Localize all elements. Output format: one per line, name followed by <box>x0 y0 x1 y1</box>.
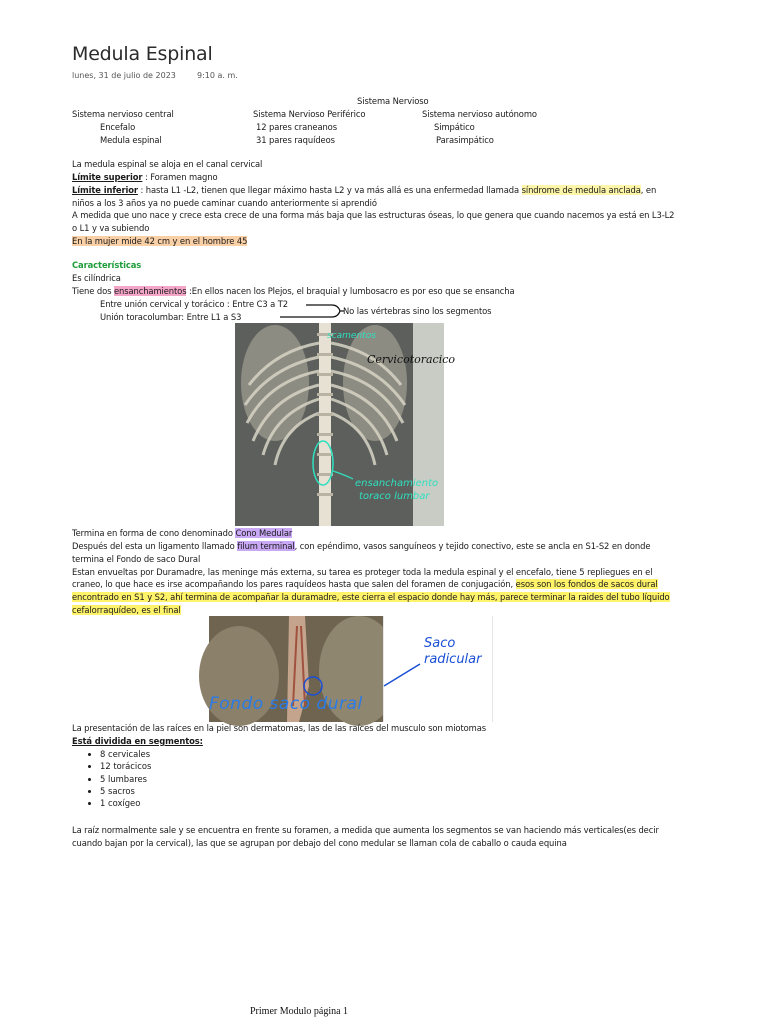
paragraph: Estan envueltas por Duramadre, las meninge más externa, su tarea es proteger toda la medula espinal y el encefalo, tiene 5 repliegues en el <box>72 567 653 577</box>
table-col2-header: Sistema Nervioso Periférico <box>253 109 366 119</box>
limite-inferior-text: : hasta L1 -L2, tienen que llegar máximo hasta L2 y va más allá es una enfermedad llamada <box>137 185 522 195</box>
table-col1-header: Sistema nervioso central <box>72 109 174 119</box>
paragraph: La raíz normalmente sale y se encuentra en frente su foramen, a medida que aumenta los segmentos se van haciendo más verticales(es decir <box>72 825 659 835</box>
text: Termina en forma de cono denominado <box>72 528 236 538</box>
list-item: • 5 lumbares <box>100 773 151 785</box>
text: Tiene dos <box>72 286 114 296</box>
handwritten-note: ensanchamiento <box>355 478 439 489</box>
text: Después del esta un ligamento llamado <box>72 541 238 551</box>
handwritten-note: Saco <box>424 636 456 651</box>
table-col3-header: Sistema nervioso autónomo <box>422 109 537 119</box>
cono-line <box>72 527 292 540</box>
limite-superior-text: : Foramen magno <box>142 172 218 182</box>
handwritten-note: radicular <box>424 652 482 667</box>
mide-line <box>72 235 247 248</box>
handwritten-note: Fondo saco dural <box>209 694 363 714</box>
table-col2-item: 31 pares raquídeos <box>256 135 335 145</box>
paragraph: niños a los 3 años ya no puede caminar cuando anteriormente si aprendió <box>72 198 377 208</box>
page-footer: Primer Modulo página 1 <box>250 1006 349 1017</box>
highlight-sindrome: síndrome de medula anclada <box>521 185 641 195</box>
text: , con epéndimo, vasos sanguíneos y tejido conectivo, este se ancla en S1-S2 en donde <box>294 541 651 551</box>
limite-inferior-end: , en <box>640 185 657 195</box>
table-col2-item: 12 pares craneanos <box>256 122 337 132</box>
highlight-filum: filum terminal <box>237 541 295 551</box>
note-date: lunes, 31 de julio de 2023 <box>72 71 176 80</box>
note-time: 9:10 a. m. <box>197 71 238 80</box>
brace-arrows <box>270 300 346 322</box>
list-item: • 5 sacros <box>100 785 151 797</box>
text: :En ellos nacen los Plejos, el braquial y lumbosacro es por eso que se ensancha <box>186 286 515 296</box>
list-item: • 8 cervicales <box>100 748 151 760</box>
table-heading: Sistema Nervioso <box>357 96 429 106</box>
ensanchamientos-line <box>72 285 515 298</box>
table-col3-item: Simpático <box>434 122 475 132</box>
table-col1-item: Medula espinal <box>100 135 162 145</box>
page-title: Medula Espinal <box>72 43 213 65</box>
segments-list <box>86 748 151 809</box>
paragraph: cuando bajan por la cervical), las que se agrupan por debajo del cono medular se llaman cola de caballo o cauda equina <box>72 838 567 848</box>
list-item: • 1 coxígeo <box>100 797 151 809</box>
paragraph: La presentación de las raíces en la piel son dermatomas, las de las raíces del musculo son miotomas <box>72 723 487 733</box>
section-heading: Está dividida en segmentos: <box>72 736 203 746</box>
paragraph: A medida que uno nace y crece esta crece de una forma más baja que las estructuras óseas, lo que genera que cuando nacemos ya está en L3-L2 <box>72 210 675 220</box>
highlight-text: encontrado en S1 y S2, ahí termina de acompañar la duramadre, este cierra el espacio donde hay más, parece terminar la raides del tubo líquido <box>72 592 670 602</box>
highlight-fondos: esos son los fondos de sacos dural <box>515 579 658 589</box>
handwritten-note: scamentos <box>327 331 376 341</box>
limite-superior-line <box>72 171 218 184</box>
union-item: Entre unión cervical y torácico : Entre C3 a T2 <box>100 299 288 309</box>
dural-sac-image <box>209 616 383 722</box>
limite-inferior-label: Límite inferior <box>72 185 138 195</box>
table-col3-item: Parasimpático <box>436 135 494 145</box>
highlight-mide: En la mujer mide 42 cm y en el hombre 45 <box>72 236 248 246</box>
list-item: • 12 torácicos <box>100 760 151 772</box>
text: craneo, lo que hace es irse acompañando los pares raquídeos hasta que salen del foramen de conjugación, <box>72 579 516 589</box>
annotation-canvas <box>383 616 493 722</box>
envueltas-line2 <box>72 578 658 591</box>
highlight-cono: Cono Medular <box>235 528 293 538</box>
limite-superior-label: Límite superior <box>72 172 143 182</box>
union-item: Unión toracolumbar: Entre L1 a S3 <box>100 312 242 322</box>
annotation-line <box>384 616 492 722</box>
handwritten-note: Cervicotoracico <box>367 353 456 366</box>
envueltas-line4 <box>72 604 181 617</box>
paragraph: termina el Fondo de saco Dural <box>72 554 201 564</box>
filum-line <box>72 540 650 553</box>
annotation-note: No las vértebras sino los segmentos <box>343 306 492 316</box>
highlight-text: cefalorraquídeo, es el final <box>72 605 181 615</box>
paragraph: La medula espinal se aloja en el canal cervical <box>72 159 263 169</box>
handwritten-note: toraco lumbar <box>359 491 430 502</box>
paragraph: o L1 y va subiendo <box>72 223 150 233</box>
highlight-ensanchamientos: ensanchamientos <box>113 286 187 296</box>
table-col1-item: Encefalo <box>100 122 136 132</box>
limite-inferior-line <box>72 184 656 197</box>
paragraph: Es cilíndrica <box>72 273 121 283</box>
envueltas-line3 <box>72 591 670 604</box>
spine-skeleton-image <box>235 323 456 526</box>
section-heading: Características <box>72 260 142 270</box>
